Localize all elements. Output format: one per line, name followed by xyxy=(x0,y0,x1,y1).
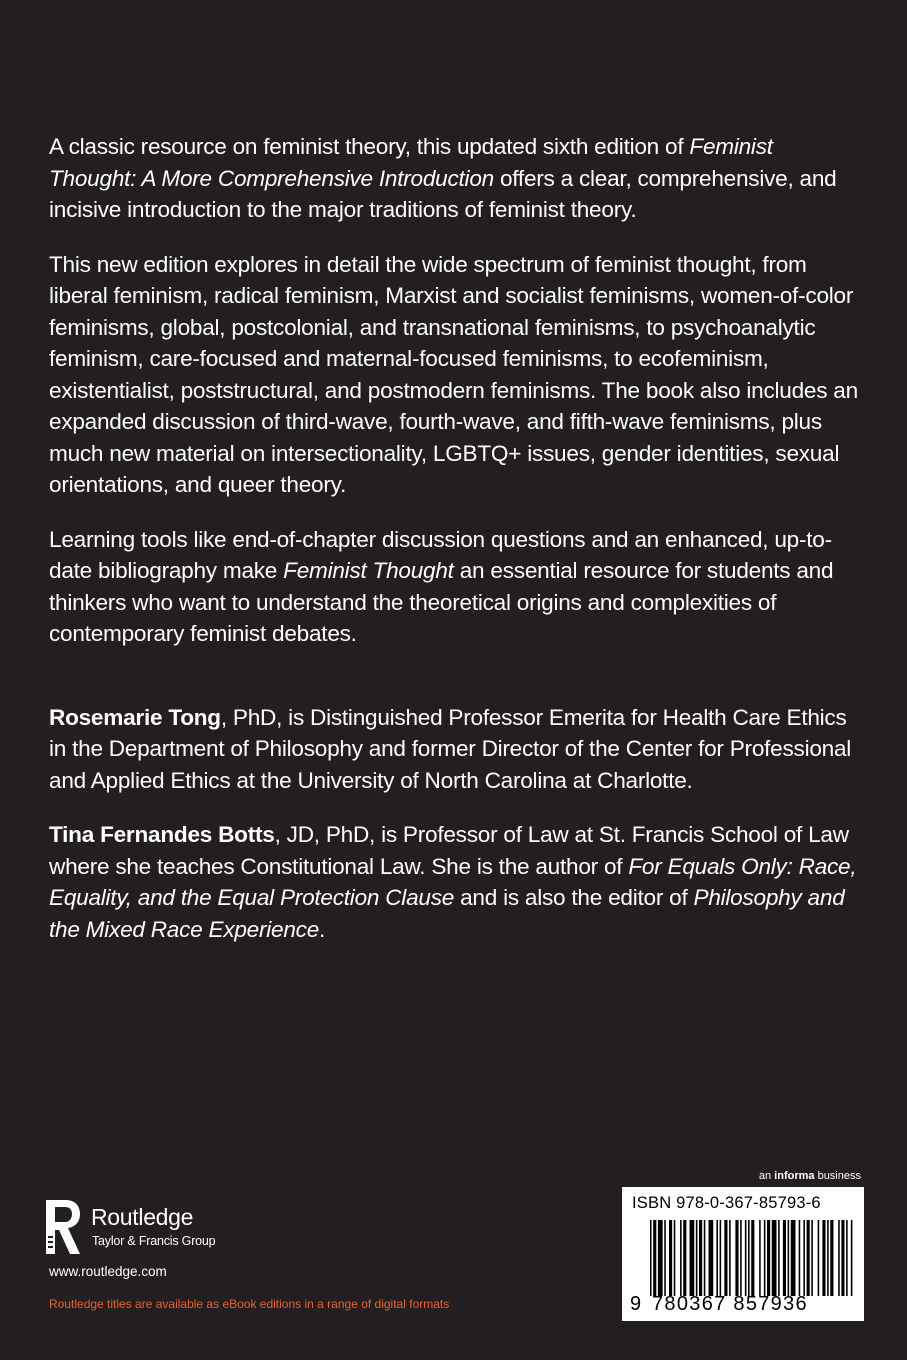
publisher-website: www.routledge.com xyxy=(49,1264,167,1279)
barcode-icon xyxy=(650,1220,854,1296)
author-name-1: Rosemarie Tong xyxy=(49,704,221,730)
book-title: Feminist Thought: A More Comprehensive Introduction xyxy=(49,134,773,191)
author-bio-1: Rosemarie Tong, PhD, is Distinguished Professor Emerita for Health Care Ethics in the Department of Philosophy and former Director of the Center for Professional and Applied Ethics at the University of North Carolina at Charlotte. xyxy=(49,704,852,793)
blurb-paragraph-3: Learning tools like end-of-chapter discussion questions and an enhanced, up-to-date bibliography make Feminist Thought an essential resource for students and thinkers who want to understand the theoretical origins and complexities of contemporary feminist debates. xyxy=(49,526,834,646)
publisher-group: Taylor & Francis Group xyxy=(92,1234,216,1248)
book-title-short: Feminist Thought xyxy=(283,558,454,583)
author-book-2: Philosophy and the Mixed Race Experience xyxy=(49,885,845,942)
blurb-paragraph-2: This new edition explores in detail the wide spectrum of feminist thought, from liberal feminism, radical feminism, Marxist and socialist feminisms, women-of-color feminisms, global, postcolonial, and transnational feminisms, to psychoanalytic feminism, care-focused and maternal-focused feminisms, to ecofeminism, existentialist, poststructural, and postmodern feminisms. The book also includes an expanded discussion of third-wave, fourth-wave, and fifth-wave feminisms, plus much new material on intersectionality, LGBTQ+ issues, gender identities, sexual orientations, and queer theory. xyxy=(49,251,858,497)
author-bio-2: Tina Fernandes Botts, JD, PhD, is Professor of Law at St. Francis School of Law where she teaches Constitutional Law. She is the author of For Equals Only: Race, Equality, and the Equal Protection Clause and is also the editor of Philosophy and the Mixed Race Experience. xyxy=(49,822,857,942)
isbn-label: ISBN 978-0-367-85793-6 xyxy=(632,1194,821,1212)
author-name-2: Tina Fernandes Botts xyxy=(49,822,275,847)
routledge-logo xyxy=(46,1200,246,1256)
back-cover-blurb xyxy=(49,131,864,968)
isbn-barcode-box: ISBN 978-0-367-85793-6 9 780367 857936 xyxy=(622,1187,864,1321)
informa-tagline: an informa business xyxy=(758,1170,861,1182)
publisher-name: Routledge xyxy=(91,1204,194,1230)
author-book-1: For Equals Only: Race, Equality, and the Equal Protection Clause xyxy=(49,853,857,910)
ebook-note: Routledge titles are available as eBook editions in a range of digital formats xyxy=(49,1297,450,1311)
blurb-paragraph-1: A classic resource on feminist theory, this updated sixth edition of Feminist Thought: A More Comprehensive Introduction offers a clear, comprehensive, and incisive introduction to the major traditions of feminist theory. xyxy=(49,134,837,222)
routledge-r-icon xyxy=(46,1200,82,1254)
